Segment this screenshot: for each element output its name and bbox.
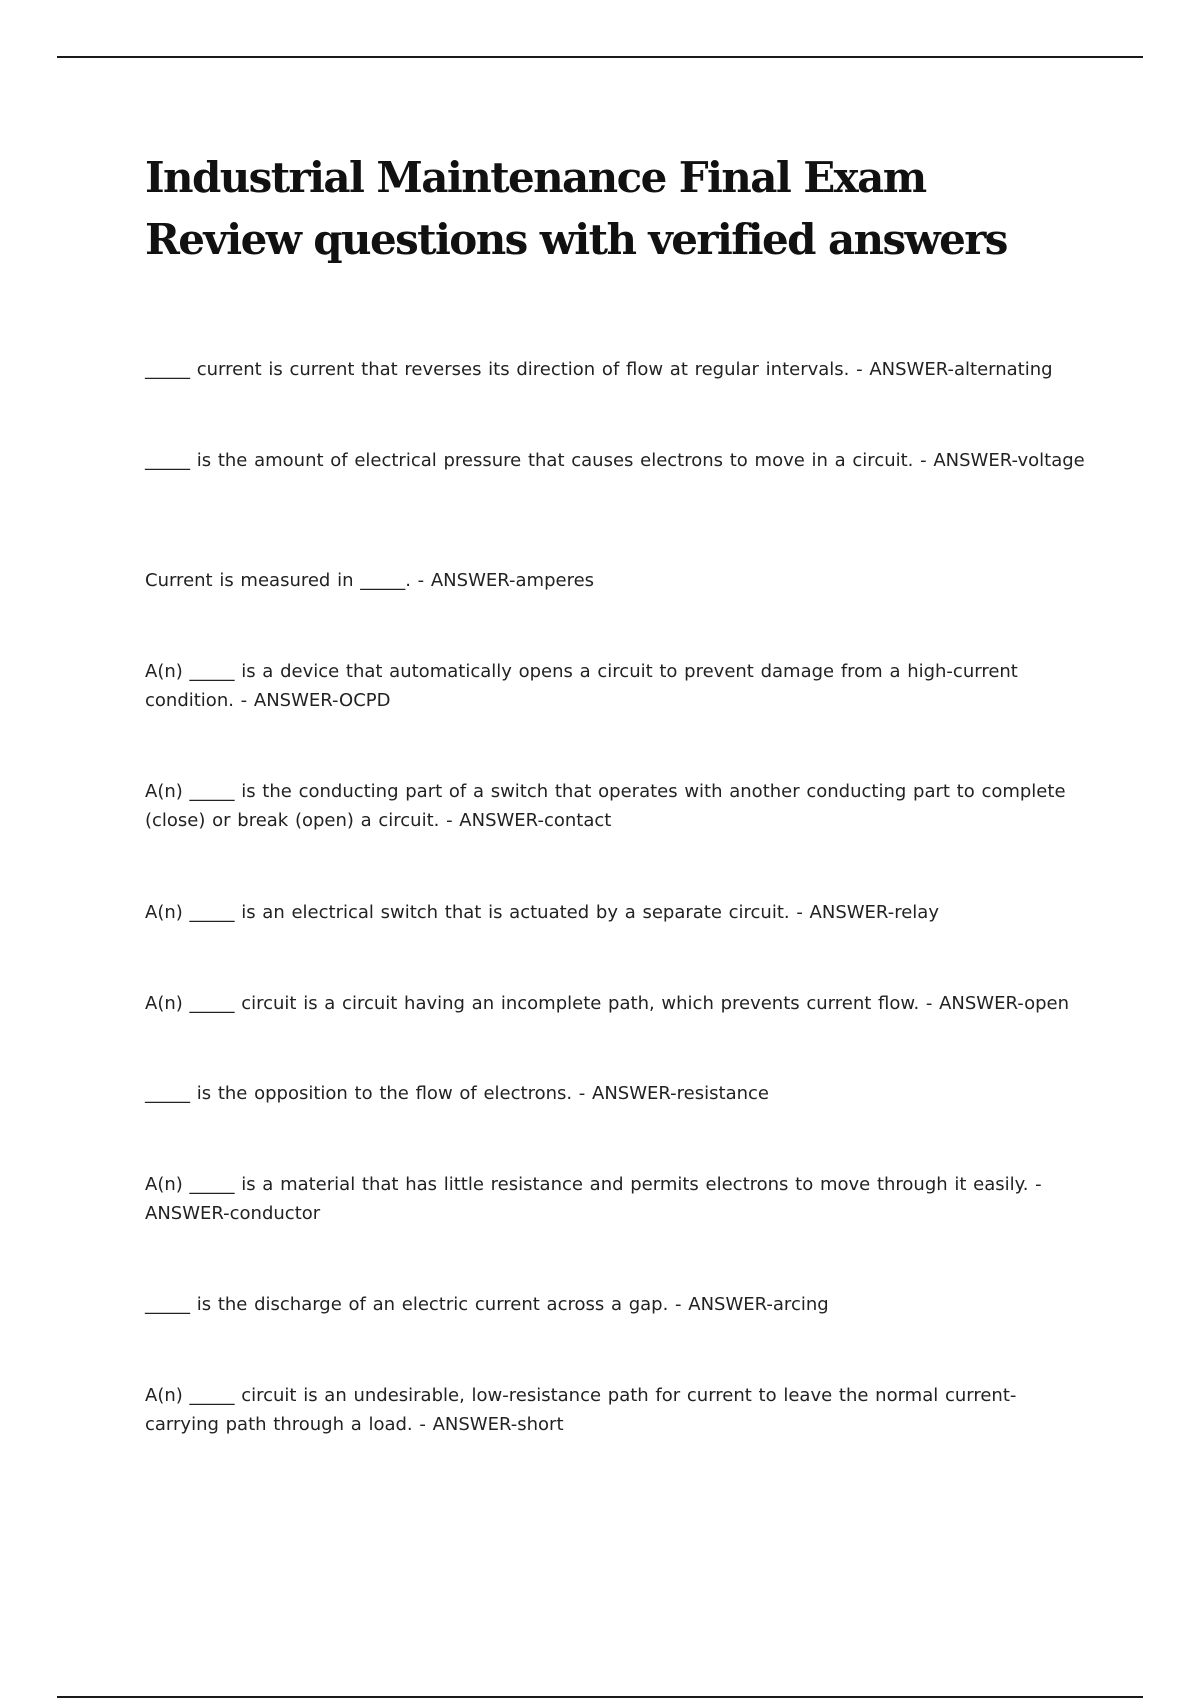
qa-item-4: A(n) _____ is a device that automatically opens a circuit to prevent damage from a high-current condition. - ANSWER-OCPD	[145, 661, 1018, 711]
qa-item-7: A(n) _____ circuit is a circuit having an incomplete path, which prevents current flow. - ANSWER-open	[145, 993, 1070, 1014]
qa-item-1: _____ current is current that reverses its direction of flow at regular intervals. - ANSWER-alternating	[145, 359, 1053, 380]
qa-item-5: A(n) _____ is the conducting part of a switch that operates with another conducting part to complete (close) or break (open) a circuit. - ANSWER-contact	[145, 781, 1066, 831]
qa-item-6: A(n) _____ is an electrical switch that is actuated by a separate circuit. - ANSWER-relay	[145, 902, 939, 923]
qa-item-10: _____ is the discharge of an electric current across a gap. - ANSWER-arcing	[145, 1294, 829, 1315]
qa-item-8: _____ is the opposition to the flow of electrons. - ANSWER-resistance	[145, 1083, 769, 1104]
qa-item-9: A(n) _____ is a material that has little resistance and permits electrons to move through it easily. - ANSWER-conductor	[145, 1174, 1042, 1224]
qa-item-3: Current is measured in _____. - ANSWER-amperes	[145, 570, 595, 591]
qa-item-2: _____ is the amount of electrical pressure that causes electrons to move in a circuit. - ANSWER-voltage	[145, 450, 1085, 471]
document-title: Industrial Maintenance Final Exam Review questions with verified answers	[145, 153, 1007, 264]
qa-item-11: A(n) _____ circuit is an undesirable, low-resistance path for current to leave the normal current-carrying path through a load. - ANSWER-short	[145, 1385, 1017, 1435]
footer-rule	[57, 1696, 1143, 1698]
header-rule	[57, 56, 1143, 58]
